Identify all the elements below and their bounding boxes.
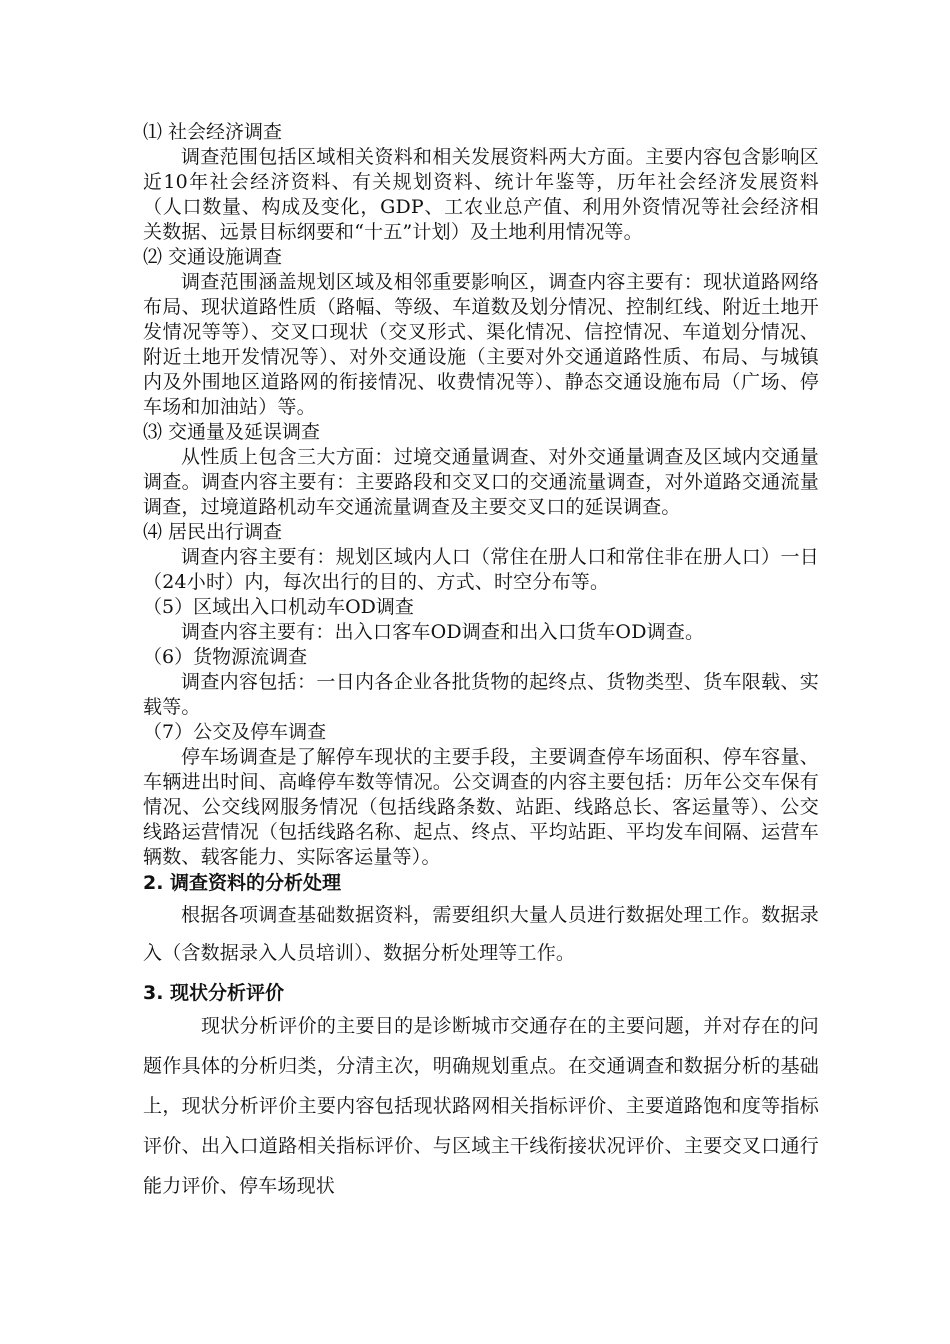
subsection-body-6: 调查内容包括：一日内各企业各批货物的起终点、货物类型、货车限载、实载等。 (143, 671, 819, 718)
section-heading-3: 3. 现状分析评价 (143, 982, 285, 1004)
subsection-heading-4: ⑷ 居民出行调查 (143, 521, 283, 543)
subsection-body-7: 停车场调查是了解停车现状的主要手段，主要调查停车场面积、停车容量、车辆进出时间、高峰停车数等情况。公交调查的内容主要包括：历年公交车保有情况、公交线网服务情况（包括线路条数、站距、线路总长、客运量等）、公交线路运营情况（包括线路名称、起点、终点、平均站距、平均发车间隔、运营车辆数、载客能力、实际客运量等）。 (143, 746, 819, 868)
section-body-2: 根据各项调查基础数据资料，需要组织大量人员进行数据处理工作。数据录入（含数据录入人员培训）、数据分析处理等工作。 (143, 904, 819, 964)
document-content (143, 120, 819, 1206)
subsection-body-2: 调查范围涵盖规划区域及相邻重要影响区，调查内容主要有：现状道路网络布局、现状道路性质（路幅、等级、车道数及划分情况、控制红线、附近土地开发情况等等）、交叉口现状（交叉形式、渠化情况、信控情况、车道划分情况、附近土地开发情况等）、对外交通设施（主要对外交通道路性质、布局、与城镇内及外围地区道路网的衔接情况、收费情况等）、静态交通设施布局（广场、停车场和加油站）等。 (143, 271, 819, 418)
section-heading-2: 2. 调查资料的分析处理 (143, 872, 342, 894)
section-body-3: 现状分析评价的主要目的是诊断城市交通存在的主要问题，并对存在的问题作具体的分析归类，分清主次，明确规划重点。在交通调查和数据分析的基础上，现状分析评价主要内容包括现状路网相关指标评价、主要道路饱和度等指标评价、出入口道路相关指标评价、与区域主干线衔接状况评价、主要交叉口通行能力评价、停车场现状 (143, 1015, 819, 1197)
subsection-body-4: 调查内容主要有：规划区域内人口（常住在册人口和常住非在册人口）一日（24小时）内，每次出行的目的、方式、时空分布等。 (143, 546, 819, 593)
subsection-heading-6: （6）货物源流调查 (143, 646, 308, 668)
subsection-body-1: 调查范围包括区域相关资料和相关发展资料两大方面。主要内容包含影响区近10年社会经济资料、有关规划资料、统计年鉴等，历年社会经济发展资料（人口数量、构成及变化，GDP、工农业总产值、利用外资情况等社会经济相关数据、远景目标纲要和“十五”计划）及土地利用情况等。 (143, 146, 819, 243)
subsection-heading-5: （5）区域出入口机动车OD调查 (143, 596, 414, 618)
subsection-heading-3: ⑶ 交通量及延误调查 (143, 421, 321, 443)
subsection-heading-1: ⑴ 社会经济调查 (143, 121, 283, 143)
subsection-body-5: 调查内容主要有：出入口客车OD调查和出入口货车OD调查。 (181, 621, 705, 643)
subsection-heading-7: （7）公交及停车调查 (143, 721, 327, 743)
spacer (143, 972, 819, 980)
subsection-heading-2: ⑵ 交通设施调查 (143, 246, 283, 268)
subsection-body-3: 从性质上包含三大方面：过境交通量调查、对外交通量调查及区域内交通量调查。调查内容主要有：主要路段和交叉口的交通流量调查，对外道路交通流量调查，过境道路机动车交通流量调查及主要交叉口的延误调查。 (143, 446, 819, 518)
